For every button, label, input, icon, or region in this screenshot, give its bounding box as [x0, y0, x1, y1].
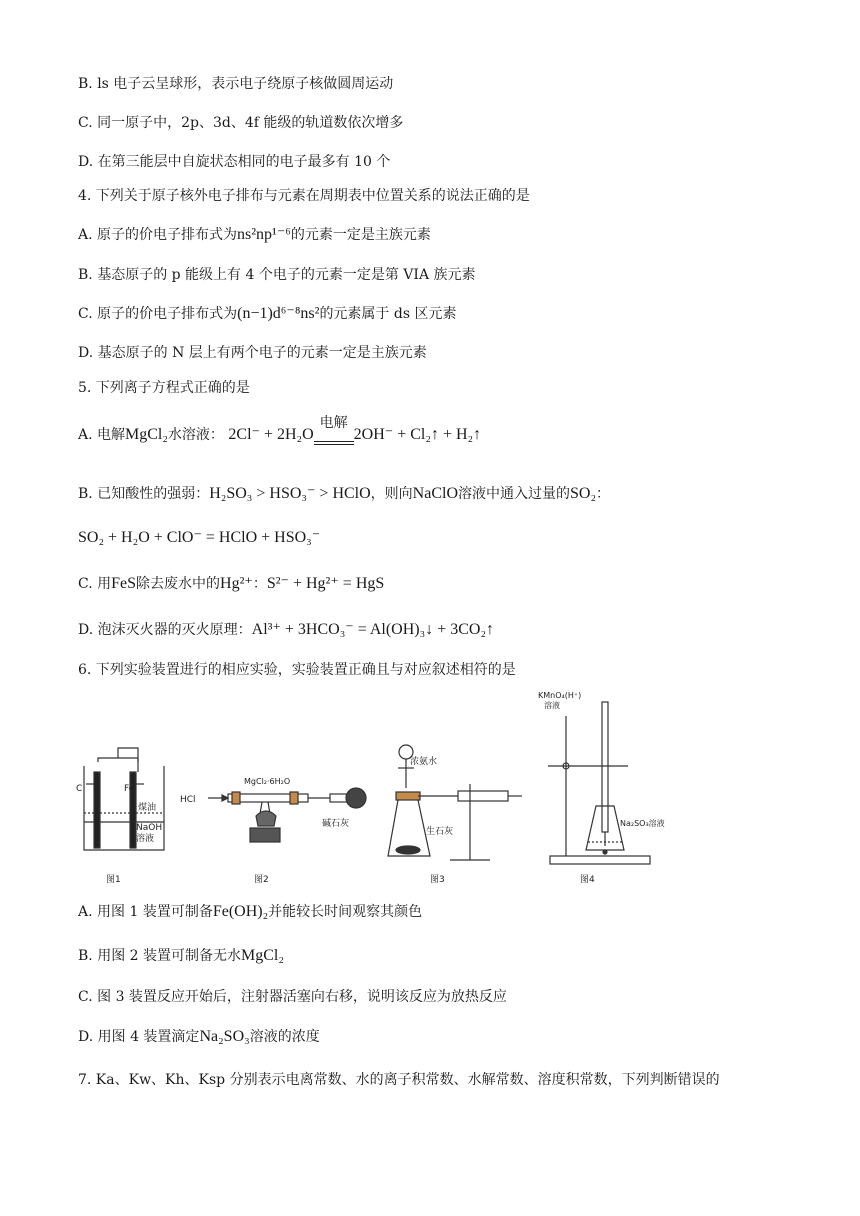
option-4a: A. 原子的价电子排布式为ns²np¹⁻⁶的元素一定是主族元素: [78, 226, 431, 243]
question-7: 7. Ka、Kw、Kh、Ksp 分别表示电离常数、水的离子积常数、水解常数、溶度积常数，下列判断错误的: [78, 1072, 720, 1088]
fig4-label-kmno4: KMnO₄(H⁺): [538, 691, 582, 700]
fig2-caption: 图2: [254, 875, 269, 885]
fig1-label-solution: 溶液: [136, 834, 155, 844]
fig3-label-quicklime: 生石灰: [426, 827, 454, 837]
option-5c: C. 用FeS除去废水中的Hg²⁺：S²⁻ + Hg²⁺ = HgS: [78, 575, 385, 592]
fig1-label-c: C: [76, 784, 83, 794]
option-3d: D. 在第三能层中自旋状态相同的电子最多有 10 个: [78, 154, 391, 170]
question-5: 5. 下列离子方程式正确的是: [78, 380, 250, 396]
question-6: 6. 下列实验装置进行的相应实验，实验装置正确且与对应叙述相符的是: [78, 662, 516, 678]
fig3-caption: 图3: [430, 875, 445, 885]
fig1-caption: 图1: [106, 875, 121, 885]
fig3-label-ammonia: 浓氨水: [410, 757, 438, 767]
option-5d: D. 泡沫灭火器的灭火原理：Al³⁺ + 3HCO₃⁻ = Al(OH)₃↓ + 3CO₂↑: [78, 621, 495, 638]
option-3c: C. 同一原子中，2p、3d、4f 能级的轨道数依次增多: [78, 115, 404, 131]
fig1-label-fe: Fe: [124, 784, 135, 794]
equation-5b: SO₂ + H₂O + ClO⁻ = HClO + HSO₃⁻: [78, 529, 321, 546]
option-4d: D. 基态原子的 N 层上有两个电子的元素一定是主族元素: [78, 345, 427, 361]
fig2-label-hcl: HCl: [180, 795, 196, 805]
option-6c: C. 图 3 装置反应开始后，注射器活塞向右移，说明该反应为放热反应: [78, 989, 507, 1005]
option-4c: C. 原子的价电子排布式为(n−1)d⁶⁻⁸ns²的元素属于 ds 区元素: [78, 305, 457, 322]
fig2-label-lime: 碱石灰: [322, 819, 350, 829]
fig4-label-solution: 溶液: [544, 701, 560, 710]
option-6a: A. 用图 1 装置可制备Fe(OH)₂并能较长时间观察其颜色: [78, 903, 423, 920]
figure-2: [208, 788, 366, 842]
option-4b: B. 基态原子的 p 能级上有 4 个电子的元素一定是第 VIA 族元素: [78, 267, 476, 283]
fig4-label-na2so3: Na₂SO₃溶液: [620, 819, 665, 828]
fig1-label-oil: 煤油: [138, 803, 157, 813]
option-5b: B. 已知酸性的强弱：H₂SO₃ > HSO₃⁻ > HClO，则向NaClO溶液中通入过量的SO₂：: [78, 485, 611, 502]
question-4: 4. 下列关于原子核外电子排布与元素在周期表中位置关系的说法正确的是: [78, 188, 530, 204]
option-3b: B. ls 电子云呈球形，表示电子绕原子核做圆周运动: [78, 76, 394, 92]
option-6d: D. 用图 4 装置滴定Na₂SO₃溶液的浓度: [78, 1028, 320, 1045]
figure-4: [548, 702, 650, 864]
apparatus-svg: [78, 688, 698, 888]
fig1-label-naoh: NaOH: [136, 823, 163, 833]
apparatus-figures: [78, 688, 698, 888]
figure-3: [388, 745, 522, 860]
option-5a: A. 电解MgCl₂水溶液： 2Cl⁻ + 2H₂O 电解 2OH⁻ + Cl₂↑ + H₂↑: [78, 415, 482, 443]
option-6b: B. 用图 2 装置可制备无水MgCl₂: [78, 947, 284, 964]
fig4-caption: 图4: [580, 875, 595, 885]
fig2-label-salt: MgCl₂·6H₂O: [244, 777, 291, 786]
